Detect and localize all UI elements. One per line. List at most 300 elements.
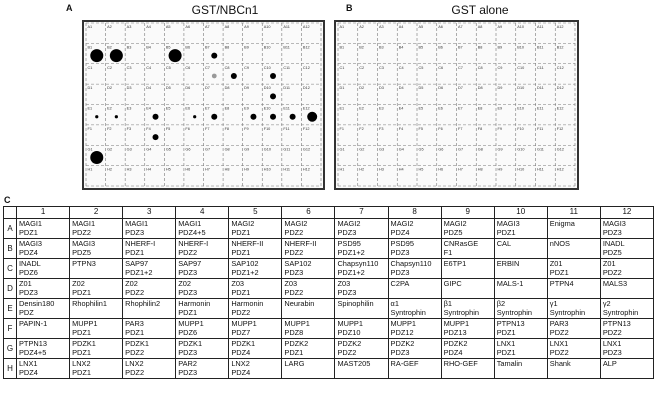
cell-text-line: PDZ3	[602, 228, 622, 237]
cell-text-line: F1	[443, 248, 453, 257]
array-a-binding-spot	[270, 93, 276, 99]
cell-text-line: PDZ1	[284, 348, 304, 357]
array-b-cell-label: D7	[458, 86, 463, 91]
table-cell	[70, 339, 123, 359]
array-a-cell-label: A3	[126, 25, 132, 29]
array-a-cell-label: E1	[87, 106, 93, 111]
table-cell	[547, 219, 600, 239]
table-cell	[335, 259, 388, 279]
table-cell	[282, 259, 335, 279]
array-b-cell-label: F6	[438, 126, 443, 131]
array-a-cell-label: D4	[146, 86, 152, 91]
table-row	[4, 299, 654, 319]
cell-text-line: SAP102	[284, 259, 312, 268]
array-a-cell-label: A12	[302, 25, 310, 29]
array-a-cell-label: C11	[283, 65, 291, 70]
array-a-cell-label: H9	[244, 167, 250, 172]
cell-text-line: PTPN13	[19, 339, 47, 348]
table-body	[4, 219, 654, 379]
array-b-cell-label: C12	[556, 65, 564, 70]
table-cell	[441, 319, 494, 339]
array-a-cell-label: D12	[302, 86, 310, 91]
cell-text-line: PDZ2	[231, 308, 251, 317]
cell-text-line: nNOS	[549, 239, 570, 248]
cell-text-line: LNX1	[496, 339, 516, 348]
array-b-cell-label: C4	[398, 65, 404, 70]
array-b-cell-label: D12	[556, 86, 564, 91]
table-cell	[70, 219, 123, 239]
array-a-cell-label: C12	[302, 65, 310, 70]
cell-text-line: PSD95	[337, 239, 361, 248]
cell-text-line: NHERF-II	[231, 239, 264, 248]
array-b-cell-label: B1	[339, 45, 345, 50]
row-header: C	[4, 259, 17, 279]
array-b-cell-label: A2	[359, 25, 364, 29]
array-b-cell-label: G12	[556, 147, 564, 152]
array-a-cell-label: D9	[244, 86, 250, 91]
cell-text-line: Z02	[178, 279, 191, 288]
array-a-cell-label: B4	[146, 45, 151, 50]
cell-text-line: PDZ3	[125, 228, 145, 237]
table-cell	[547, 299, 600, 319]
table-cell	[70, 359, 123, 379]
table-row	[4, 339, 654, 359]
cell-text-line: MAGI2	[390, 219, 414, 228]
cell-text-line: NHERF-II	[284, 239, 317, 248]
array-a-cell-label: C2	[107, 65, 112, 70]
array-a-cell-label: B11	[283, 45, 290, 50]
cell-text-line: PDZ3	[178, 268, 198, 277]
cell-text-line: γ2	[602, 299, 611, 308]
table-row	[4, 219, 654, 239]
cell-text-line: PDZ6	[19, 268, 38, 277]
array-b-cell-label: E7	[458, 106, 463, 111]
array-b-cell-label: B8	[477, 45, 483, 50]
table-cell	[70, 259, 123, 279]
array-a-cell-label: B3	[126, 45, 132, 50]
cell-text-line: PDZ3	[284, 268, 304, 277]
array-a-cell-label: B8	[224, 45, 230, 50]
array-a-binding-spot	[211, 114, 217, 120]
array-b-cell-label: G9	[497, 147, 503, 152]
array-a-cell-label: F9	[244, 126, 249, 131]
array-b-cell-label: A8	[477, 25, 483, 29]
column-header: 4	[176, 207, 229, 219]
cell-text-line: PDZ2	[125, 348, 145, 357]
table-cell	[494, 299, 547, 319]
cell-text-line: MAGI1	[19, 219, 42, 228]
table-cell	[282, 239, 335, 259]
array-a-cell-label: D10	[263, 86, 271, 91]
table-cell	[282, 279, 335, 299]
cell-text-line: MALS3	[602, 279, 628, 288]
table-cell	[282, 359, 335, 379]
table-cell	[547, 279, 600, 299]
table-cell	[17, 299, 70, 319]
cell-text-line: PDZ1	[125, 328, 145, 337]
array-b-cell-label: D10	[517, 86, 525, 91]
array-b-cell-label: B2	[359, 45, 364, 50]
table-header-row	[4, 207, 654, 219]
table-cell	[229, 239, 282, 259]
array-a-cell-label: A11	[283, 25, 290, 29]
array-b-cell-label: B3	[379, 45, 384, 50]
array-a-cell-label: C7	[205, 65, 210, 70]
cell-text-line: Syntrophin	[496, 308, 533, 317]
array-b-cell-label: A10	[517, 25, 525, 29]
cell-text-line: PDZ3	[178, 348, 198, 357]
table-cell	[335, 299, 388, 319]
table-cell	[70, 299, 123, 319]
array-b-cell-label: H3	[379, 167, 384, 172]
cell-text-line: Rhophilin2	[125, 299, 161, 308]
cell-text-line: MAGI2	[443, 219, 467, 228]
cell-text-line: PDZ2	[125, 288, 145, 297]
cell-text-line: Z03	[231, 279, 245, 288]
cell-text-line: PDZ1	[231, 288, 251, 297]
array-a-cell-label: B2	[107, 45, 112, 50]
table-cell	[229, 219, 282, 239]
cell-text-line: LNX2	[72, 359, 91, 368]
array-a-cell-label: G3	[126, 147, 132, 152]
array-b-cell-label: C5	[418, 65, 424, 70]
array-a-cell-label: D6	[185, 86, 191, 91]
cell-text-line: Z01	[549, 259, 563, 268]
cell-text-line: Tamalin	[496, 359, 523, 368]
array-b-cell-label: F3	[379, 126, 384, 131]
cell-text-line: ALP	[602, 359, 617, 368]
dot-blot-array-gst-alone	[334, 20, 579, 190]
array-a-cell-label: F5	[165, 126, 171, 131]
table-cell	[600, 219, 653, 239]
cell-text-line: PDZ2	[602, 328, 622, 337]
array-grid-b	[336, 22, 577, 188]
array-a-cell-label: G12	[302, 147, 311, 152]
array-a-cell-label: G11	[283, 147, 291, 152]
cell-text-line: LARG	[284, 359, 305, 368]
array-b-cell-label: E4	[398, 106, 404, 111]
table-cell	[494, 279, 547, 299]
panel-c-letter: C	[4, 195, 11, 205]
table-row	[4, 359, 654, 379]
cell-text-line: Rhophilin1	[72, 299, 108, 308]
cell-text-line: Syntrophin	[443, 308, 479, 317]
cell-text-line: MAGI1	[125, 219, 149, 228]
cell-text-line: MAGI2	[284, 219, 308, 228]
table-cell	[70, 319, 123, 339]
cell-text-line: C2PA	[390, 279, 410, 288]
cell-text-line: PDZ1	[496, 348, 516, 357]
table-cell	[388, 219, 441, 239]
cell-text-line: PDZ5	[443, 228, 463, 237]
table-cell	[123, 259, 176, 279]
array-b-cell-label: A11	[537, 25, 544, 29]
cell-text-line: MAGI1	[72, 219, 96, 228]
row-header: D	[4, 279, 17, 299]
row-header: A	[4, 219, 17, 239]
table-cell	[494, 319, 547, 339]
cell-text-line: PDZ12	[390, 328, 414, 337]
array-b-cell-label: H11	[537, 167, 544, 172]
array-a-cell-label: G7	[205, 147, 211, 152]
array-a-binding-spot	[153, 114, 159, 120]
cell-text-line: PDZ2	[72, 228, 91, 237]
array-a-cell-label: F2	[107, 126, 112, 131]
table-cell	[600, 339, 653, 359]
table-cell	[123, 319, 176, 339]
cell-text-line: MAGI2	[337, 219, 361, 228]
array-a-cell-label: E10	[263, 106, 271, 111]
cell-text-line: Neurabin	[284, 299, 315, 308]
array-b-cell-label: F8	[477, 126, 483, 131]
array-a-binding-spot	[169, 49, 182, 62]
cell-text-line: SAP97	[178, 259, 202, 268]
cell-text-line: PTPN13	[602, 319, 631, 328]
table-cell	[335, 359, 388, 379]
cell-text-line: MAGI1	[178, 219, 202, 228]
panel-b-title: GST alone	[451, 3, 509, 17]
array-b-cell-label: H9	[497, 167, 503, 172]
array-a-cell-label: A8	[224, 25, 230, 29]
table-cell	[176, 279, 229, 299]
array-b-cell-label: F4	[398, 126, 404, 131]
cell-text-line: Z03	[337, 279, 351, 288]
array-a-cell-label: D8	[224, 86, 230, 91]
cell-text-line: PDZ3	[390, 348, 410, 357]
table-cell	[388, 279, 441, 299]
table-cell	[123, 279, 176, 299]
cell-text-line: PDZ2	[337, 348, 357, 357]
cell-text-line: MUPP1	[72, 319, 98, 328]
table-cell	[17, 339, 70, 359]
table-cell	[123, 339, 176, 359]
table-cell	[441, 219, 494, 239]
table-cell	[441, 339, 494, 359]
cell-text-line: Syntrophin	[549, 308, 586, 317]
array-a-cell-label: C1	[87, 65, 93, 70]
cell-text-line: PDZ3	[178, 288, 198, 297]
cell-text-line: PDZ4	[19, 248, 38, 257]
array-b-cell-label: C1	[339, 65, 345, 70]
array-b-cell-label: F11	[537, 126, 544, 131]
array-b-cell-label: A5	[418, 25, 424, 29]
table-cell	[229, 339, 282, 359]
array-b-cell-label: F10	[517, 126, 524, 131]
table-cell	[600, 279, 653, 299]
cell-text-line: PDZ3	[178, 368, 198, 377]
array-a-cell-label: E6	[185, 106, 191, 111]
array-b-cell-label: B9	[497, 45, 503, 50]
table-cell	[600, 359, 653, 379]
array-a-cell-label: B1	[87, 45, 93, 50]
array-b-cell-label: H6	[438, 167, 444, 172]
array-a-cell-label: H2	[107, 167, 112, 172]
table-row	[4, 239, 654, 259]
cell-text-line: MUPP1	[231, 319, 257, 328]
array-a-binding-spot	[115, 115, 118, 118]
array-a-cell-label: G6	[185, 147, 191, 152]
cell-text-line: PDZ13	[443, 328, 467, 337]
cell-text-line: Harmonin	[231, 299, 264, 308]
array-b-cell-label: G3	[379, 147, 385, 152]
cell-text-line: PDZ3	[602, 348, 622, 357]
cell-text-line: E6TP1	[443, 259, 467, 268]
cell-text-line: PDZ3	[390, 248, 410, 257]
cell-text-line: MUPP1	[284, 319, 310, 328]
cell-text-line: CAL	[496, 239, 512, 248]
cell-text-line: PDZ8	[284, 328, 304, 337]
table-cell	[547, 259, 600, 279]
cell-text-line: PDZ4	[443, 348, 463, 357]
cell-text-line: MAGI3	[496, 219, 520, 228]
table-cell	[176, 239, 229, 259]
cell-text-line: ERBIN	[496, 259, 520, 268]
table-cell	[17, 259, 70, 279]
array-a-cell-label: E2	[107, 106, 112, 111]
column-header: 8	[388, 207, 441, 219]
array-b-cell-label: C11	[537, 65, 544, 70]
array-grid-a	[84, 22, 323, 188]
array-a-binding-spot	[250, 114, 256, 120]
array-a-cell-label: B6	[185, 45, 191, 50]
array-b-cell-label: E8	[477, 106, 483, 111]
cell-text-line: MUPP1	[337, 319, 363, 328]
table-cell	[600, 239, 653, 259]
cell-text-line: PDZK2	[390, 339, 415, 348]
cell-text-line: PAR3	[125, 319, 144, 328]
cell-text-line: Enigma	[549, 219, 575, 228]
row-header: G	[4, 339, 17, 359]
table-cell	[547, 239, 600, 259]
cell-text-line: PDZ3	[337, 228, 357, 237]
cell-text-line: MAGI3	[602, 219, 626, 228]
cell-text-line: PSD95	[390, 239, 414, 248]
cell-text-line: Spinophilin	[337, 299, 374, 308]
table-cell	[17, 219, 70, 239]
cell-text-line: PDZ4+5	[19, 348, 47, 357]
column-header: 12	[600, 207, 653, 219]
cell-text-line: PDZ1	[496, 328, 516, 337]
table-cell	[441, 359, 494, 379]
array-a-cell-label: G10	[263, 147, 271, 152]
column-header: 10	[494, 207, 547, 219]
array-a-cell-label: F3	[126, 126, 132, 131]
table-cell	[600, 319, 653, 339]
array-a-cell-label: F4	[146, 126, 151, 131]
table-cell	[441, 239, 494, 259]
array-a-cell-label: F11	[283, 126, 290, 131]
cell-text-line: PDZ1	[19, 228, 38, 237]
cell-text-line: LNX1	[19, 359, 38, 368]
array-b-cell-label: F2	[359, 126, 364, 131]
cell-text-line: NHERF-I	[178, 239, 209, 248]
array-a-cell-label: H1	[87, 167, 93, 172]
array-a-binding-spot	[90, 151, 103, 164]
cell-text-line: PAPIN-1	[19, 319, 48, 328]
table-cell	[547, 339, 600, 359]
cell-text-line: SAP102	[231, 259, 259, 268]
array-b-cell-label: E9	[497, 106, 503, 111]
cell-text-line: PDZ1	[496, 228, 516, 237]
array-a-cell-label: G8	[224, 147, 230, 152]
array-a-cell-label: H4	[146, 167, 152, 172]
array-a-binding-spot	[95, 115, 98, 118]
array-b-cell-label: F12	[556, 126, 564, 131]
cell-text-line: PDZ5	[602, 248, 622, 257]
array-b-cell-label: H7	[458, 167, 463, 172]
array-a-cell-label: G9	[244, 147, 250, 152]
table-cell	[441, 259, 494, 279]
cell-text-line: β2	[496, 299, 506, 308]
cell-text-line: PDZ4	[231, 368, 251, 377]
cell-text-line: MALS-1	[496, 279, 524, 288]
array-b-cell-label: D1	[339, 86, 345, 91]
table-cell	[335, 239, 388, 259]
cell-text-line: Z02	[125, 279, 138, 288]
array-a-cell-label: G5	[165, 147, 171, 152]
array-b-cell-label: D6	[438, 86, 444, 91]
array-a-cell-label: G1	[87, 147, 93, 152]
cell-text-line: PDZ1	[549, 268, 569, 277]
table-cell	[494, 239, 547, 259]
panel-a-title: GST/NBCn1	[191, 3, 259, 17]
array-a-cell-label: D3	[126, 86, 132, 91]
cell-text-line: PDZ1	[231, 248, 251, 257]
cell-text-line: INADL	[19, 259, 41, 268]
table-cell	[282, 319, 335, 339]
column-header: 1	[17, 207, 70, 219]
array-b-cell-label: H2	[359, 167, 365, 172]
cell-text-line: PDZ3	[337, 288, 357, 297]
cell-text-line: PTPN13	[496, 319, 525, 328]
table-cell	[335, 219, 388, 239]
cell-text-line: PAR3	[549, 319, 569, 328]
array-b-cell-label: C6	[438, 65, 444, 70]
array-b-cell-label: E2	[359, 106, 364, 111]
cell-text-line: PDZ1+2	[337, 268, 365, 277]
dot-blot-array-gst-nbcn1	[82, 20, 325, 190]
array-a-cell-label: A10	[263, 25, 271, 29]
cell-text-line: PDZ1+2	[231, 268, 259, 277]
cell-text-line: GIPC	[443, 279, 462, 288]
array-b-cell-label: C2	[359, 65, 365, 70]
array-a-cell-label: D11	[283, 86, 291, 91]
cell-text-line: α1	[390, 299, 399, 308]
array-a-cell-label: E7	[205, 106, 210, 111]
array-b-cell-label: H5	[418, 167, 424, 172]
array-a-cell-label: D7	[205, 86, 210, 91]
cell-text-line: RA-GEF	[390, 359, 419, 368]
cell-text-line: PDZ1+2	[337, 248, 365, 257]
array-a-cell-label: H8	[224, 167, 230, 172]
table-cell	[176, 359, 229, 379]
array-b-cell-label: F9	[497, 126, 502, 131]
column-header: 9	[441, 207, 494, 219]
table-cell	[123, 239, 176, 259]
table-cell	[229, 259, 282, 279]
array-b-cell-label: D2	[359, 86, 365, 91]
array-a-cell-label: G4	[146, 147, 152, 152]
array-a-cell-label: B10	[263, 45, 271, 50]
table-cell	[335, 339, 388, 359]
cell-text-line: PDZ3	[19, 288, 38, 297]
table-cell	[123, 219, 176, 239]
array-a-cell-label: D5	[165, 86, 171, 91]
table-cell	[229, 279, 282, 299]
cell-text-line: LNX2	[231, 359, 250, 368]
array-b-cell-label: B4	[398, 45, 404, 50]
cell-text-line: PDZ1	[231, 228, 251, 237]
